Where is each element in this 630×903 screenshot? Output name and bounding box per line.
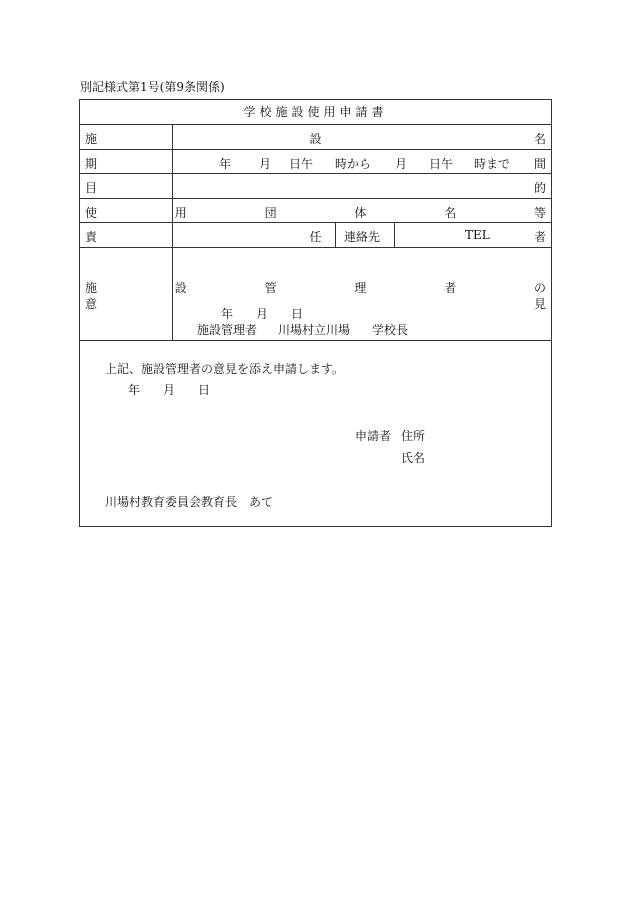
tel-field[interactable] — [395, 223, 551, 247]
opinion-label-line2: 意 見 — [85, 297, 546, 311]
application-form — [79, 99, 552, 527]
village-school-name: 川場村立川場 — [278, 323, 351, 337]
opinion-field[interactable]: 年 月 日 施設管理者 川場村立川場 学校長 — [197, 307, 409, 337]
row-responsible — [80, 223, 551, 248]
period-field[interactable]: 年 月 日午 時から 月 日午 時まで — [219, 157, 511, 171]
declaration-area: 上記、施設管理者の意見を添え申請します。 年 月 日 申請者 住所 氏名 川場村教育委員会教育長 あて — [105, 362, 426, 509]
name-label: 氏名 — [401, 451, 426, 465]
purpose-field[interactable] — [173, 174, 551, 198]
facility-name-field[interactable] — [173, 125, 551, 149]
title-row — [80, 100, 551, 125]
addressee: 川場村教育委員会教育長 あて — [105, 495, 274, 509]
row-group-name — [80, 199, 551, 223]
responsible-field[interactable] — [173, 223, 335, 247]
manager-label: 施設管理者 — [197, 323, 258, 337]
tel-label: TEL — [465, 228, 490, 242]
form-caption: 別記様式第1号(第9条関係) — [80, 80, 225, 94]
row-purpose — [80, 174, 551, 199]
principal-label: 学校長 — [372, 323, 409, 337]
group-name-label: 使 用 団 体 名 等 — [85, 206, 546, 220]
row-period — [80, 150, 551, 174]
contact-label: 連絡先 — [344, 230, 381, 244]
address-label: 住所 — [401, 429, 426, 443]
group-name-field[interactable] — [173, 199, 551, 222]
opinion-label-line1: 施 設 管 理 者 の — [85, 281, 546, 295]
form-title: 学校施設使用申請書 — [243, 105, 388, 119]
purpose-label: 目 的 — [85, 181, 546, 195]
period-label: 期 間 — [85, 157, 546, 171]
applicant-label: 申請者 — [355, 429, 392, 443]
facility-name-label: 施 設 名 — [85, 132, 546, 146]
row-manager-opinion — [80, 248, 551, 341]
row-facility-name — [80, 125, 551, 150]
responsible-label: 責 任 者 — [85, 230, 546, 244]
declaration-text: 上記、施設管理者の意見を添え申請します。 — [105, 362, 345, 376]
